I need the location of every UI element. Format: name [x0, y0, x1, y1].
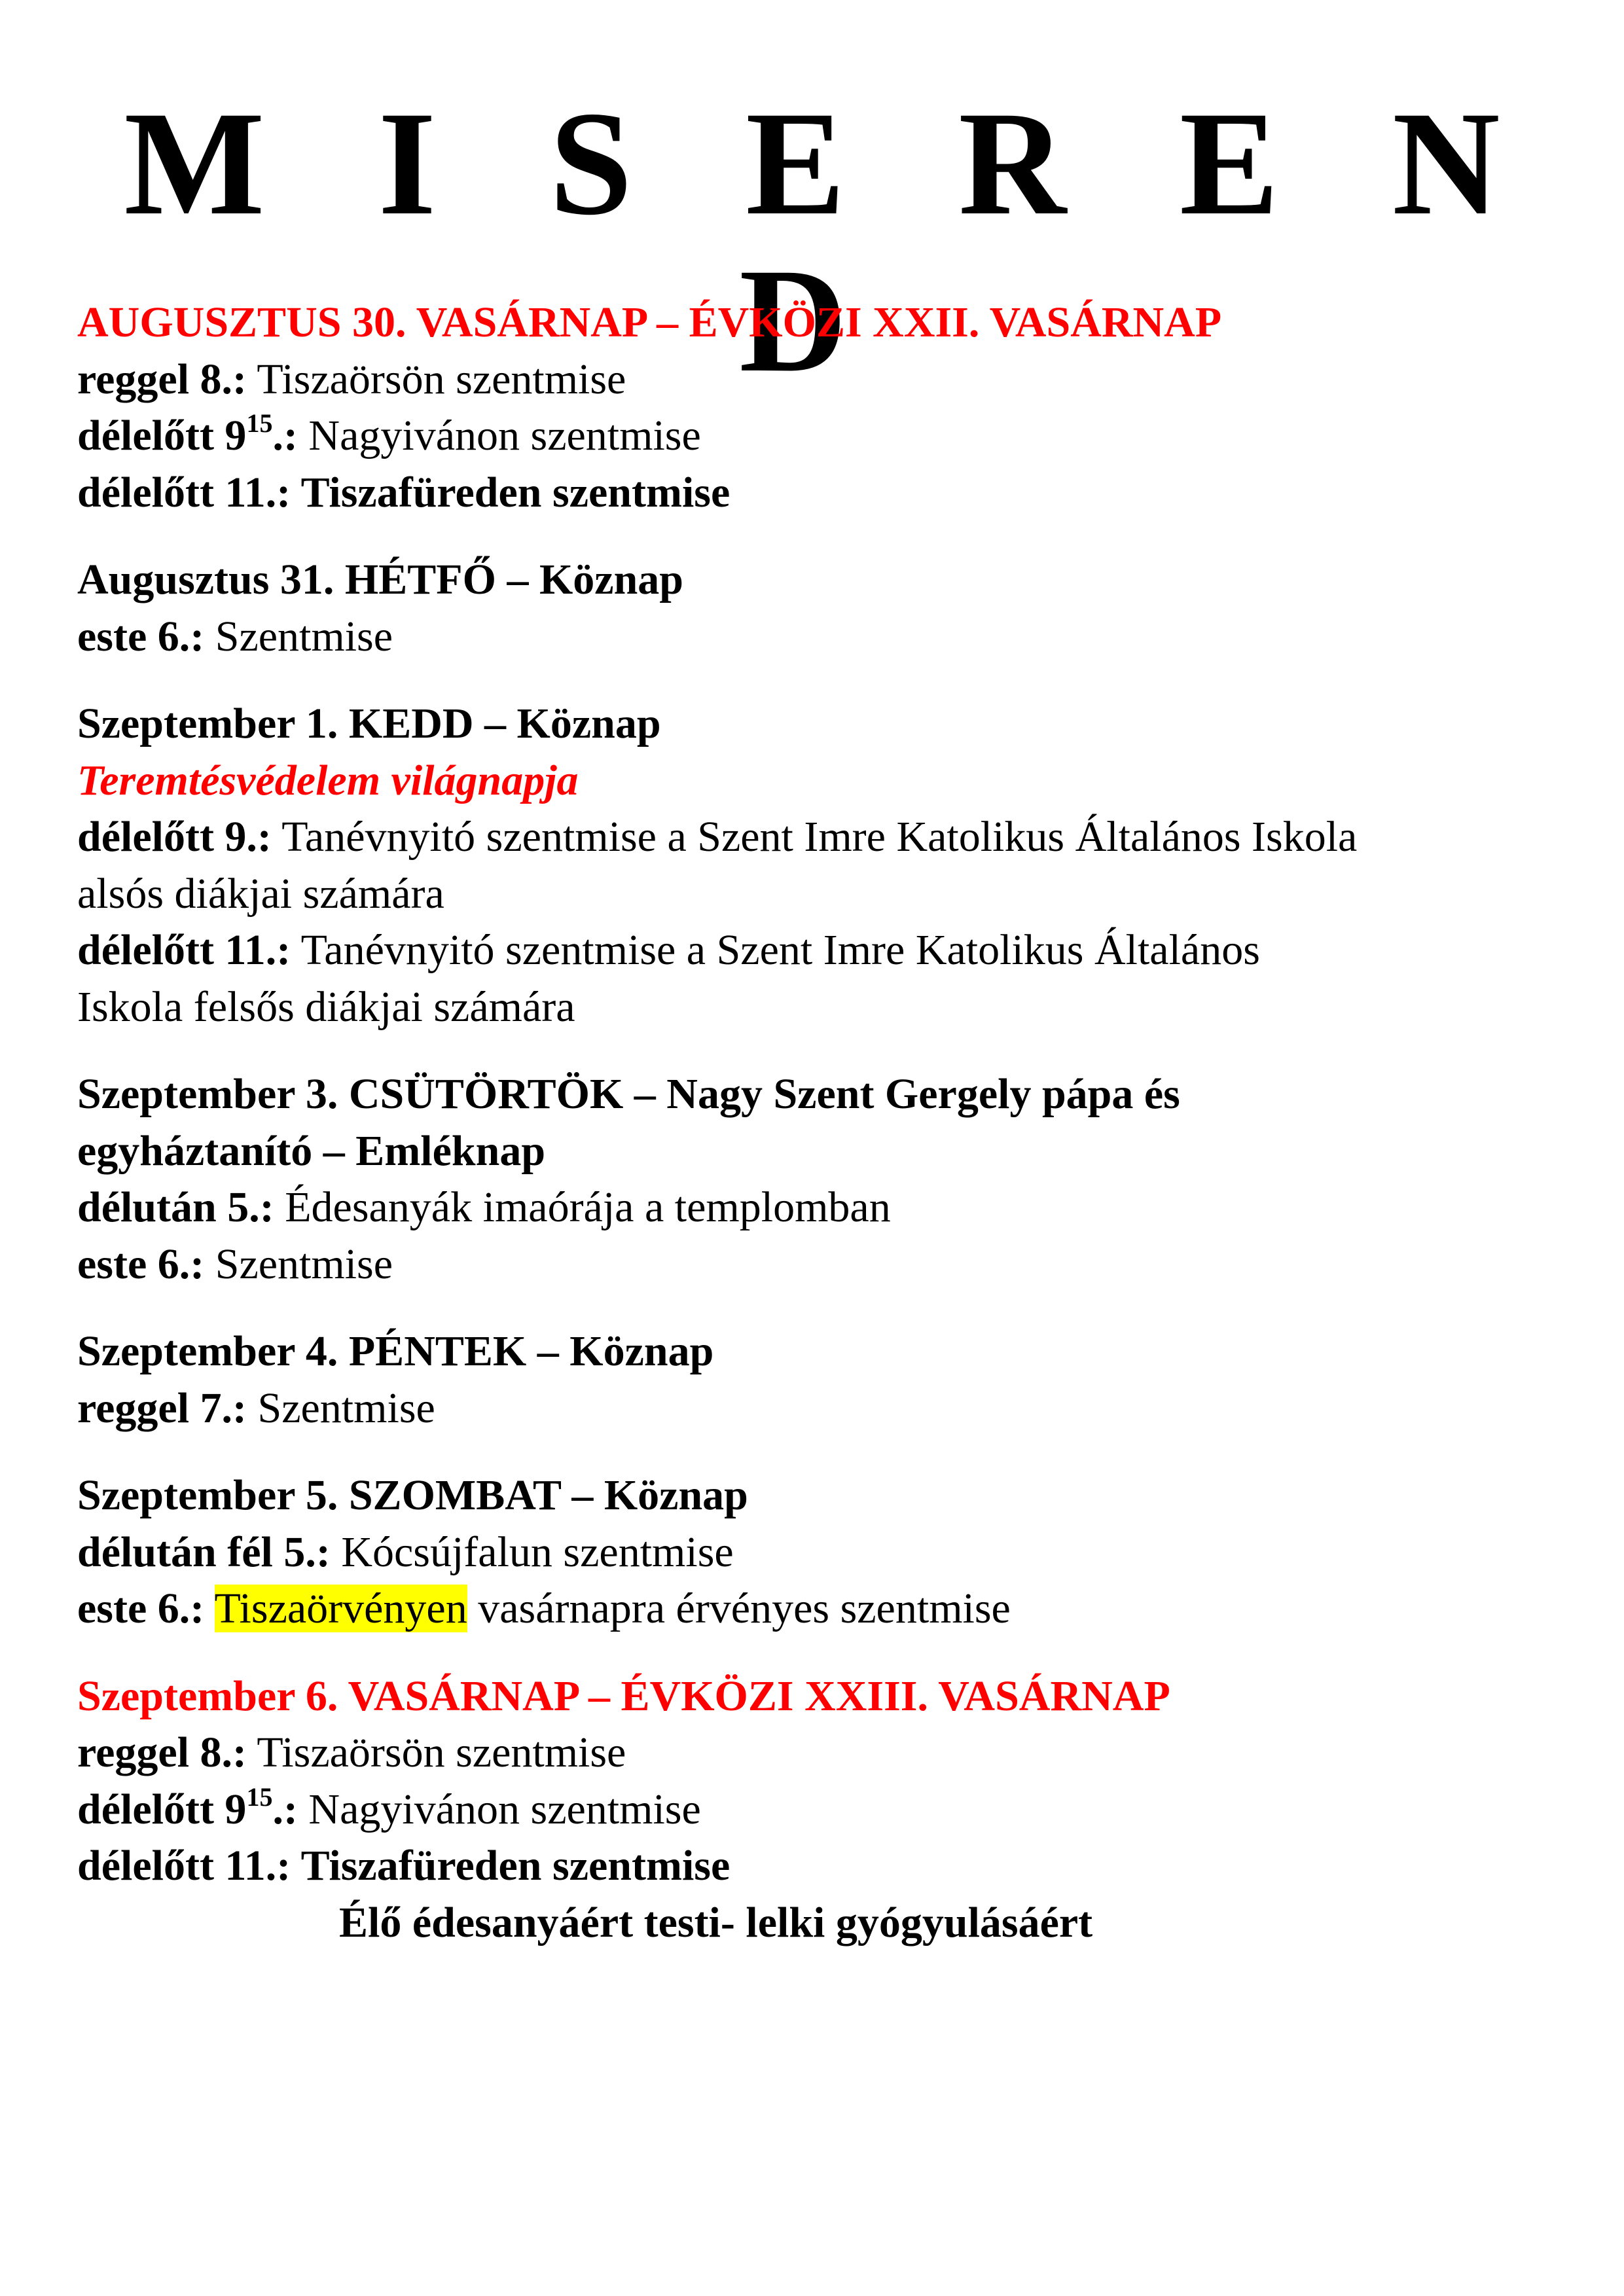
schedule-entry [77, 922, 1557, 979]
schedule-entry [77, 1581, 1557, 1638]
entry-time: este 6.: [77, 612, 205, 660]
entry-time: este 6.: [77, 1585, 205, 1632]
day-heading: AUGUSZTUS 30. VASÁRNAP – ÉVKÖZI XXII. VASÁRNAP [77, 298, 1222, 346]
entry-text: Tiszaörsön szentmise [247, 1729, 626, 1776]
day-heading: Szeptember 3. CSÜTÖRTÖK – Nagy Szent Gergely pápa és [77, 1070, 1180, 1118]
schedule-entry [77, 809, 1557, 866]
entry-text: Szentmise [204, 1240, 393, 1288]
entry-time-suffix: .: [272, 1785, 298, 1833]
entry-time [77, 1782, 298, 1833]
entry-time-minutes: 15 [246, 1782, 273, 1812]
day-subtitle: Teremtésvédelem világnapja [77, 756, 579, 804]
entry-text: Tiszafüreden szentmise [291, 1842, 731, 1890]
entry-time-hour: délelőtt 9 [77, 1785, 247, 1833]
entry-text: Tanévnyitó szentmise a Szent Imre Katolikus Általános [291, 926, 1260, 974]
entry-time: délelőtt 11.: [77, 468, 291, 516]
entry-time-hour: délelőtt 9 [77, 412, 247, 459]
schedule-day-sep-5 [77, 1467, 1557, 1638]
day-heading: Szeptember 1. KEDD – Köznap [77, 700, 661, 747]
day-heading-continuation: egyháztanító – Emléknap [77, 1126, 546, 1175]
entry-text: Nagyivánon szentmise [297, 1785, 701, 1833]
mass-schedule [77, 295, 1557, 1982]
schedule-entry-continuation: alsós diákjai számára [77, 869, 444, 918]
entry-text: vasárnapra érvényes szentmise [467, 1585, 1011, 1632]
day-heading: Szeptember 6. VASÁRNAP – ÉVKÖZI XXIII. VASÁRNAP [77, 1672, 1170, 1720]
schedule-entry [77, 609, 1557, 666]
entry-time [77, 408, 298, 459]
day-heading: Augusztus 31. HÉTFŐ – Köznap [77, 556, 683, 603]
schedule-day-sep-6 [77, 1668, 1557, 1952]
entry-text: Tiszaörsön szentmise [247, 355, 626, 403]
entry-time: délután fél 5.: [77, 1528, 331, 1576]
entry-text: Édesanyák imaórája a templomban [274, 1183, 891, 1231]
schedule-entry [77, 1725, 1557, 1782]
schedule-day-sep-4 [77, 1323, 1557, 1437]
schedule-entry [77, 1380, 1557, 1437]
entry-text: Tanévnyitó szentmise a Szent Imre Katolikus Általános Iskola [271, 813, 1358, 861]
entry-time: este 6.: [77, 1240, 205, 1288]
entry-time: délután 5.: [77, 1183, 274, 1231]
schedule-day-aug-31 [77, 552, 1557, 665]
schedule-entry-continuation: Iskola felsős diákjai számára [77, 982, 575, 1031]
schedule-day-sep-3 [77, 1066, 1557, 1293]
entry-time: délelőtt 11.: [77, 1842, 291, 1890]
day-heading: Szeptember 4. PÉNTEK – Köznap [77, 1327, 714, 1375]
entry-time: reggel 8.: [77, 1729, 247, 1776]
schedule-entry [77, 465, 1557, 522]
page-title: M I S E R E N D [124, 81, 1538, 403]
entry-time: délelőtt 9.: [77, 813, 272, 861]
schedule-entry [77, 408, 1557, 465]
entry-text: Nagyivánon szentmise [297, 412, 701, 459]
entry-time-suffix: .: [272, 412, 298, 459]
entry-time-minutes: 15 [246, 408, 273, 438]
entry-time: reggel 7.: [77, 1384, 247, 1432]
schedule-entry [77, 351, 1557, 408]
schedule-entry [77, 1838, 1557, 1895]
schedule-day-aug-30 [77, 295, 1557, 521]
entry-time: délelőtt 11.: [77, 926, 291, 974]
schedule-entry [77, 1236, 1557, 1293]
entry-time: reggel 8.: [77, 355, 247, 403]
schedule-entry [77, 1524, 1557, 1581]
entry-text: Kócsújfalun szentmise [330, 1528, 734, 1576]
entry-text: Szentmise [204, 612, 393, 660]
schedule-entry [77, 1179, 1557, 1236]
schedule-entry [77, 1782, 1557, 1839]
entry-text: Szentmise [247, 1384, 435, 1432]
mass-intention: Élő édesanyáért testi- lelki gyógyulásáért [339, 1898, 1093, 1946]
day-heading: Szeptember 5. SZOMBAT – Köznap [77, 1471, 748, 1519]
highlighted-location: Tiszaörvényen [214, 1585, 467, 1632]
schedule-day-sep-1 [77, 696, 1557, 1035]
entry-text: Tiszafüreden szentmise [291, 468, 731, 516]
